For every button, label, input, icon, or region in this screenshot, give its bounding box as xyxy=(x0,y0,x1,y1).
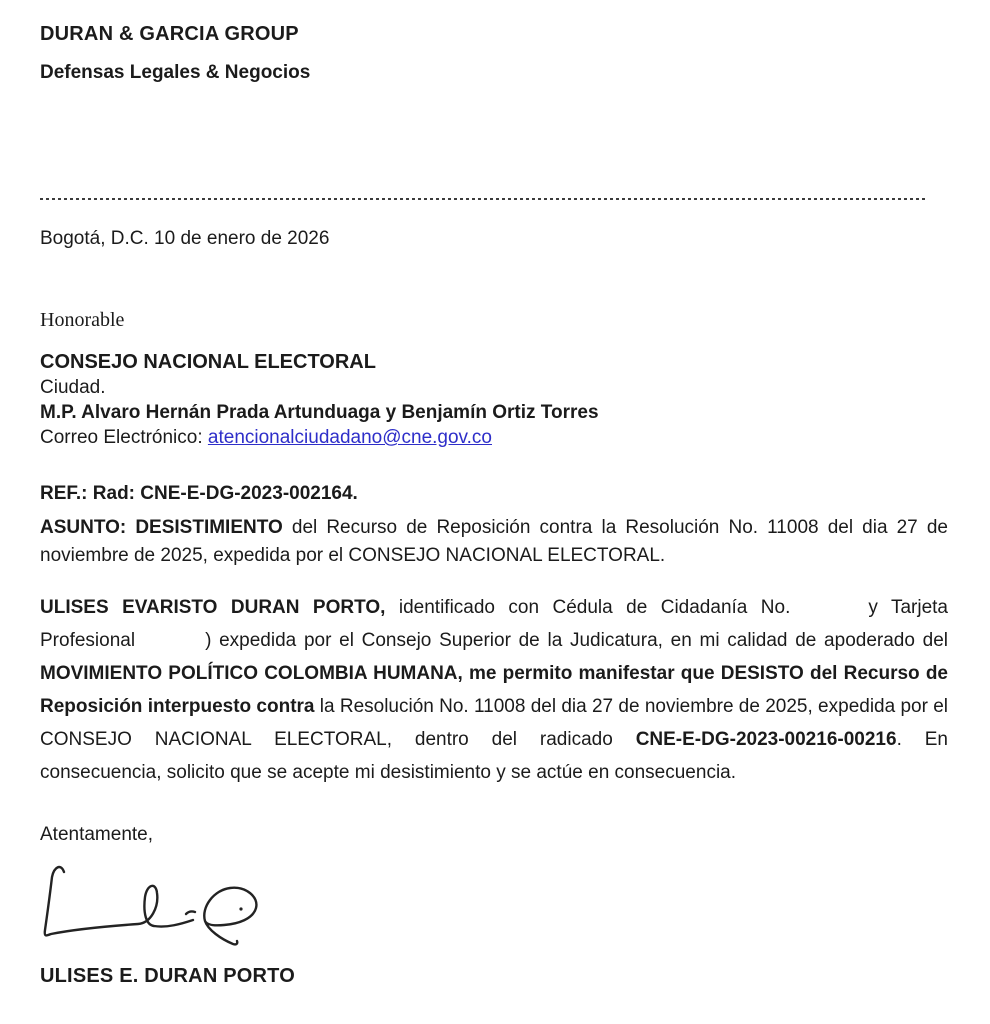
email-line xyxy=(40,425,948,450)
body-seg-resolucion: la Resolución No. 11008 del dia 27 de noviembre de 2025, expedida por el CONSEJO NACIONAL ELECTORAL, dentro del radicado xyxy=(40,696,949,750)
date-line: Bogotá, D.C. 10 de enero de 2026 xyxy=(40,228,330,249)
body-seg-movimiento: MOVIMIENTO POLÍTICO COLOMBIA HUMANA, me permito manifestar que DESISTO del Recurso de Reposición interpuesto contra xyxy=(40,663,948,717)
subject-rest: del Recurso de Reposición contra la Resolución No. 11008 del dia 27 de noviembre de 2025, expedida por el CONSEJO NACIONAL ELECTORAL. xyxy=(40,517,948,566)
body-paragraph xyxy=(40,591,948,789)
magistrates-line: M.P. Alvaro Hernán Prada Artunduaga y Benjamín Ortiz Torres xyxy=(40,402,599,423)
email-label: Correo Electrónico: xyxy=(40,427,208,448)
signatory-name: ULISES E. DURAN PORTO xyxy=(40,965,295,987)
handwritten-signature-icon xyxy=(40,856,320,956)
reference-line: REF.: Rad: CNE-E-DG-2023-002164. xyxy=(40,483,358,504)
firm-tagline: Defensas Legales & Negocios xyxy=(40,62,311,83)
closing: Atentamente, xyxy=(40,824,154,845)
body-seg-final: . En consecuencia, solicito que se acepte mi desistimiento y se actúe en consecuencia. xyxy=(40,729,948,783)
email-link[interactable]: atencionalciudadano@cne.gov.co xyxy=(207,427,492,448)
body-seg-judicatura: ) expedida por el Consejo Superior de la Judicatura, en mi calidad de apoderado del xyxy=(205,630,948,651)
subject-bold: ASUNTO: DESISTIMIENTO xyxy=(40,517,283,538)
dotted-separator xyxy=(40,198,926,200)
body-seg-tarjeta: y Tarjeta Profesional xyxy=(40,597,948,651)
addressee-block xyxy=(40,350,948,450)
salutation: Honorable xyxy=(40,309,125,331)
body-seg-radicado: CNE-E-DG-2023-00216-00216 xyxy=(635,729,897,750)
body-seg-id: identificado con Cédula de Cidadanía No. xyxy=(385,597,791,618)
body-seg-signatory: ULISES EVARISTO DURAN PORTO, xyxy=(40,597,386,618)
subject-paragraph xyxy=(40,514,948,570)
addressee-city: Ciudad. xyxy=(40,377,106,398)
firm-name: DURAN & GARCIA GROUP xyxy=(40,23,299,45)
addressee-name: CONSEJO NACIONAL ELECTORAL xyxy=(40,351,376,373)
